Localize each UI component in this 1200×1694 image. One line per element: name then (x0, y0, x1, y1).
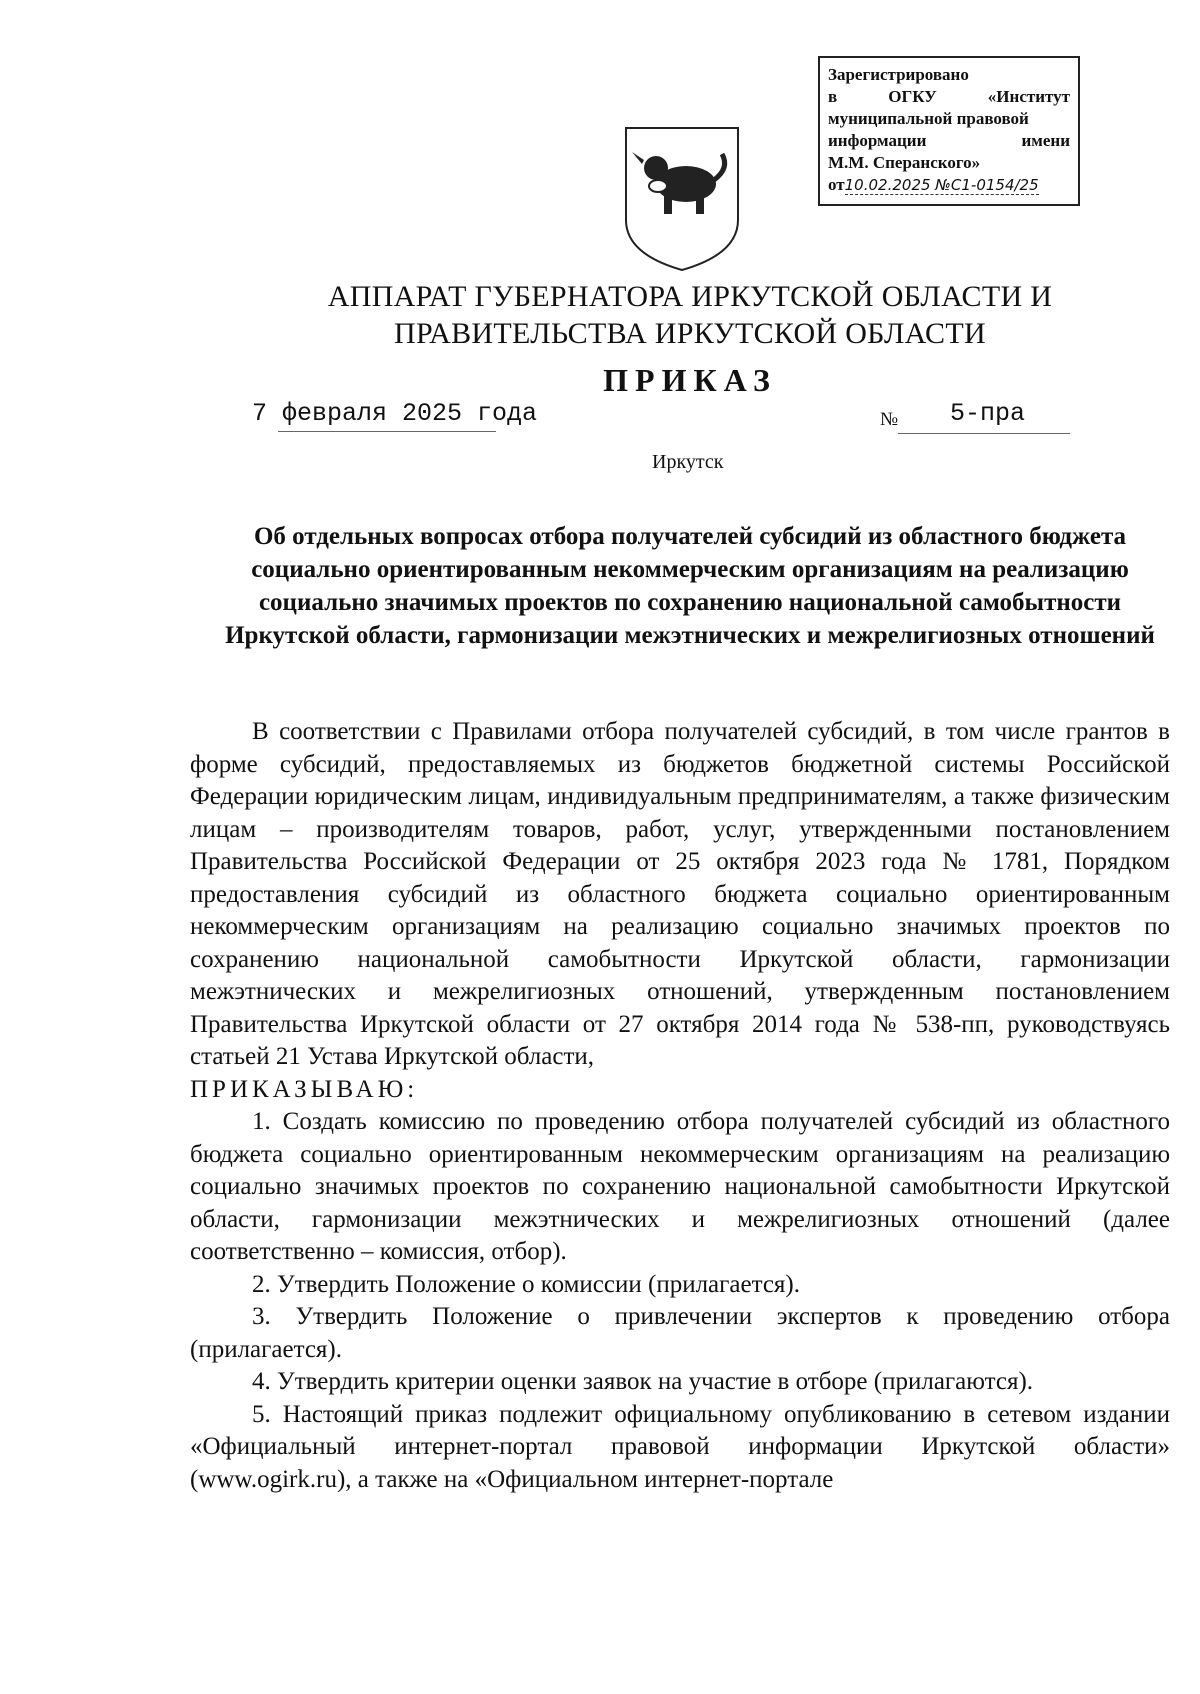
order-item: 4. Утвердить критерии оценки заявок на участие в отборе (прилагаются). (252, 1368, 1034, 1395)
document-subject: Об отдельных вопросах отбора получателей субсидий из областного бюджета социально ориентированным некоммерческим организациям на реализацию социально значимых проектов по сохранению национальной самобытности Иркутской области, гармонизации межэтнических и межрелигиозных отношений (225, 523, 1155, 649)
issuer-line: ПРАВИТЕЛЬСТВА ИРКУТСКОЙ ОБЛАСТИ (394, 317, 986, 350)
order-item: 3. Утвердить Положение о привлечении экспертов к проведению отбора (прилагается). (190, 1303, 1170, 1363)
order-item: 1. Создать комиссию по проведению отбора получателей субсидий из областного бюджета социально ориентированным некоммерческим организациям на реализацию социально значимых проектов по сохранению национальной самобытности Иркутской области, гармонизации межэтнических и межрелигиозных отношений (далее соответственно – комиссия, отбор). (190, 1108, 1170, 1265)
document-number: 5-пра (950, 399, 1026, 428)
handwritten-registration: 10.02.2025 №С1-0154/25 (844, 176, 1039, 194)
document-type: ПРИКАЗ (603, 362, 777, 398)
stamp-line: информации имени (828, 131, 1070, 150)
stamp-line: М.М. Сперанского» (828, 153, 981, 172)
issuer-line: АППАРАТ ГУБЕРНАТОРА ИРКУТСКОЙ ОБЛАСТИ И (327, 280, 1053, 313)
document-city: Иркутск (652, 451, 724, 473)
document-body (190, 716, 1170, 1496)
order-item: 5. Настоящий приказ подлежит официальному опубликованию в сетевом издании «Официальный интернет-портал правовой информации Иркутской области» (www.ogirk.ru), а также на «Официальном интернет-портале (190, 1400, 1170, 1493)
order-item: 2. Утвердить Положение о комиссии (прилагается). (252, 1270, 800, 1298)
number-sign: № (880, 409, 899, 430)
issuer-name (150, 278, 1200, 352)
coat-of-arms-icon (622, 124, 742, 274)
stamp-prefix: от (828, 175, 845, 194)
registration-stamp (818, 56, 1080, 206)
stamp-line: в ОГКУ «Институт (828, 87, 1070, 106)
date-underline (278, 431, 496, 432)
stamp-registration-number (828, 174, 1070, 196)
stamp-line: Зарегистрировано (828, 65, 969, 84)
number-underline (898, 433, 1070, 434)
document-date: 7 февраля 2025 года (252, 399, 538, 428)
order-word: ПРИКАЗЫВАЮ: (190, 1075, 419, 1103)
preamble-paragraph: В соответствии с Правилами отбора получателей субсидий, в том числе грантов в форме субсидий, предоставляемых из бюджетов бюджетной системы Российской Федерации юридическим лицам, индивидуальным предпринимателям, а также физическим лицам – производителям товаров, работ, услуг, утвержденными постановлением Правительства Российской Федерации от 25 октября 2023 года № 1781, Порядком предоставления субсидий из областного бюджета социально ориентированным некоммерческим организациям на реализацию социально значимых проектов по сохранению национальной самобытности Иркутской области, гармонизации межэтнических и межрелигиозных отношений, утвержденным постановлением Правительства Иркутской области от 27 октября 2014 года № 538-пп, руководствуясь статьей 21 Устава Иркутской области, (190, 718, 1170, 1070)
stamp-line: муниципальной правовой (828, 109, 1029, 128)
